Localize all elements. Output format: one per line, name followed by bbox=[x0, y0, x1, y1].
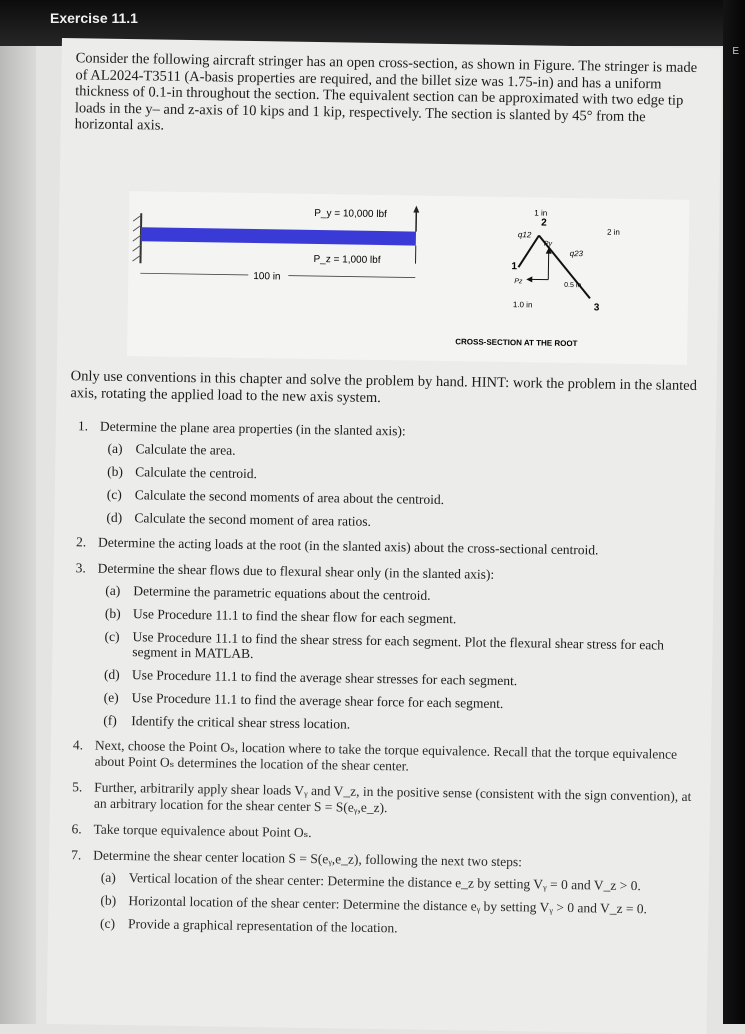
cross-section-diagram bbox=[455, 207, 620, 349]
pz-label: P_z = 1,000 lbf bbox=[313, 254, 380, 266]
question-number: 1. bbox=[78, 418, 100, 434]
sub-text: Determine the parametric equations about the centroid. bbox=[133, 583, 699, 607]
question-number: 6. bbox=[71, 821, 93, 837]
node-2: 2 bbox=[541, 218, 547, 229]
py-force-label: Py bbox=[544, 241, 553, 248]
sub-text: Calculate the second moment of area ratios. bbox=[134, 510, 700, 534]
question-text: Next, choose the Point Oₛ, location where to take the torque equivalence. Recall that the torque equivalence about Point Oₛ determines the location of the shear center. bbox=[95, 738, 697, 779]
question-number: 5. bbox=[72, 779, 94, 811]
sub-label: (b) bbox=[105, 606, 133, 621]
node-3: 3 bbox=[594, 302, 600, 313]
question-number: 3. bbox=[76, 560, 98, 576]
sub-label: (e) bbox=[104, 690, 132, 705]
cross-section-caption: CROSS-SECTION AT THE ROOT bbox=[455, 337, 577, 348]
edge-label: E bbox=[732, 46, 739, 57]
sub-text: Calculate the centroid. bbox=[135, 464, 701, 488]
question-item bbox=[72, 779, 696, 821]
question-text: Determine the plane area properties (in the slanted axis): bbox=[100, 419, 702, 444]
sub-text: Calculate the second moments of area about the centroid. bbox=[135, 487, 701, 511]
sub-text: Provide a graphical representation of the location. bbox=[128, 916, 694, 940]
sub-question bbox=[104, 690, 698, 714]
beam-rect bbox=[141, 227, 416, 245]
question-item bbox=[76, 418, 702, 534]
sub-label: (d) bbox=[106, 510, 134, 525]
question-number: 2. bbox=[76, 534, 98, 550]
question-text: Determine the acting loads at the root (in the slanted axis) about the cross-sectional centroid. bbox=[98, 535, 700, 560]
sub-text: Calculate the area. bbox=[135, 441, 701, 465]
pz-force-label: Pz bbox=[514, 278, 523, 285]
sub-text: Use Procedure 11.1 to find the shear stress for each segment. Plot the flexural shear stress for each segment in MATLAB. bbox=[132, 629, 698, 668]
sub-question bbox=[105, 606, 699, 630]
sub-question bbox=[100, 916, 694, 940]
sub-text: Vertical location of the shear center: Determine the distance e_z by setting Vᵧ = 0 and V_z > 0. bbox=[129, 870, 695, 894]
sub-label: (b) bbox=[107, 464, 135, 479]
sub-label: (f) bbox=[103, 713, 131, 728]
intro-paragraph: Consider the following aircraft stringer has an open cross-section, as shown in Figure. The stringer is made of AL2024-T3511 (A-basis properties are required, and the billet size was 1.75-in) and has a uniform thickness of 0.1-in throughout the section. The equivalent section can be approximated with two edge tip loads in the y– and z-axis of 10 kips and 1 kip, respectively. The section is slanted by 45° from the horizontal axis. bbox=[75, 50, 708, 142]
question-text: Take torque equivalence about Point Oₛ. bbox=[93, 822, 695, 847]
question-number: 7. bbox=[71, 847, 93, 863]
sub-label: (c) bbox=[107, 487, 135, 502]
sub-question bbox=[100, 893, 694, 917]
sub-question bbox=[104, 667, 698, 691]
sub-text: Use Procedure 11.1 to find the shear flow for each segment. bbox=[133, 606, 699, 630]
sub-label: (c) bbox=[100, 916, 128, 931]
py-label: P_y = 10,000 lbf bbox=[314, 208, 387, 220]
q12-label: q12 bbox=[518, 230, 532, 239]
question-item bbox=[71, 821, 695, 847]
sub-label: (a) bbox=[107, 441, 135, 456]
sub-label: (a) bbox=[105, 583, 133, 598]
sub-text: Identify the critical shear stress location. bbox=[131, 713, 697, 737]
question-item bbox=[73, 737, 697, 779]
sub-text: Use Procedure 11.1 to find the average shear force for each segment. bbox=[132, 690, 698, 714]
photo-left-margin bbox=[0, 0, 36, 1024]
questions-list bbox=[70, 418, 702, 950]
photo-right-edge bbox=[723, 0, 745, 1024]
length-label: 100 in bbox=[253, 271, 280, 282]
exercise-title: Exercise 11.1 bbox=[50, 10, 138, 26]
sub-question bbox=[104, 629, 698, 668]
sub-question bbox=[107, 441, 701, 465]
sub-label: (d) bbox=[104, 667, 132, 682]
q23-label: q23 bbox=[570, 249, 584, 258]
sub-question bbox=[106, 510, 700, 534]
instruction-note: Only use conventions in this chapter and solve the problem by hand. HINT: work the problem in the slanted axis, rotating the applied load to the new axis system. bbox=[70, 368, 702, 411]
dim-small: 0.5 in bbox=[564, 282, 581, 289]
sub-question bbox=[107, 464, 701, 488]
dim-left: 1.0 in bbox=[513, 300, 533, 309]
sub-text: Use Procedure 11.1 to find the average shear stresses for each segment. bbox=[132, 667, 698, 691]
question-text: Further, arbitrarily apply shear loads Vᵧ and V_z, in the positive sense (consistent with the sign convention), at an arbitrary location for the shear center S = S(eᵧ,e_z). bbox=[94, 780, 696, 821]
question-item bbox=[73, 560, 700, 737]
node-1: 1 bbox=[511, 261, 517, 272]
sub-question bbox=[103, 713, 697, 737]
question-number: 4. bbox=[73, 737, 95, 769]
sub-label: (a) bbox=[101, 870, 129, 885]
sub-text: Horizontal location of the shear center: Determine the distance eᵧ by setting Vᵧ > 0 and V_z = 0. bbox=[128, 893, 694, 917]
question-item bbox=[76, 534, 700, 560]
sub-label: (b) bbox=[100, 893, 128, 908]
sub-label: (c) bbox=[104, 629, 132, 659]
question-item bbox=[70, 847, 695, 940]
sub-question bbox=[101, 870, 695, 894]
segment-12 bbox=[518, 235, 539, 267]
question-text: Determine the shear center location S = S(eᵧ,e_z), following the next two steps: bbox=[93, 848, 695, 873]
beam-diagram bbox=[132, 201, 419, 284]
document-page bbox=[47, 38, 722, 1034]
sub-question bbox=[105, 583, 699, 607]
sub-question bbox=[107, 487, 701, 511]
figure bbox=[127, 191, 690, 365]
dim-right: 2 in bbox=[607, 228, 620, 237]
dim-top: 1 in bbox=[534, 208, 547, 217]
question-text: Determine the shear flows due to flexural shear only (in the slanted axis): bbox=[98, 561, 700, 586]
figure-svg bbox=[127, 191, 690, 365]
